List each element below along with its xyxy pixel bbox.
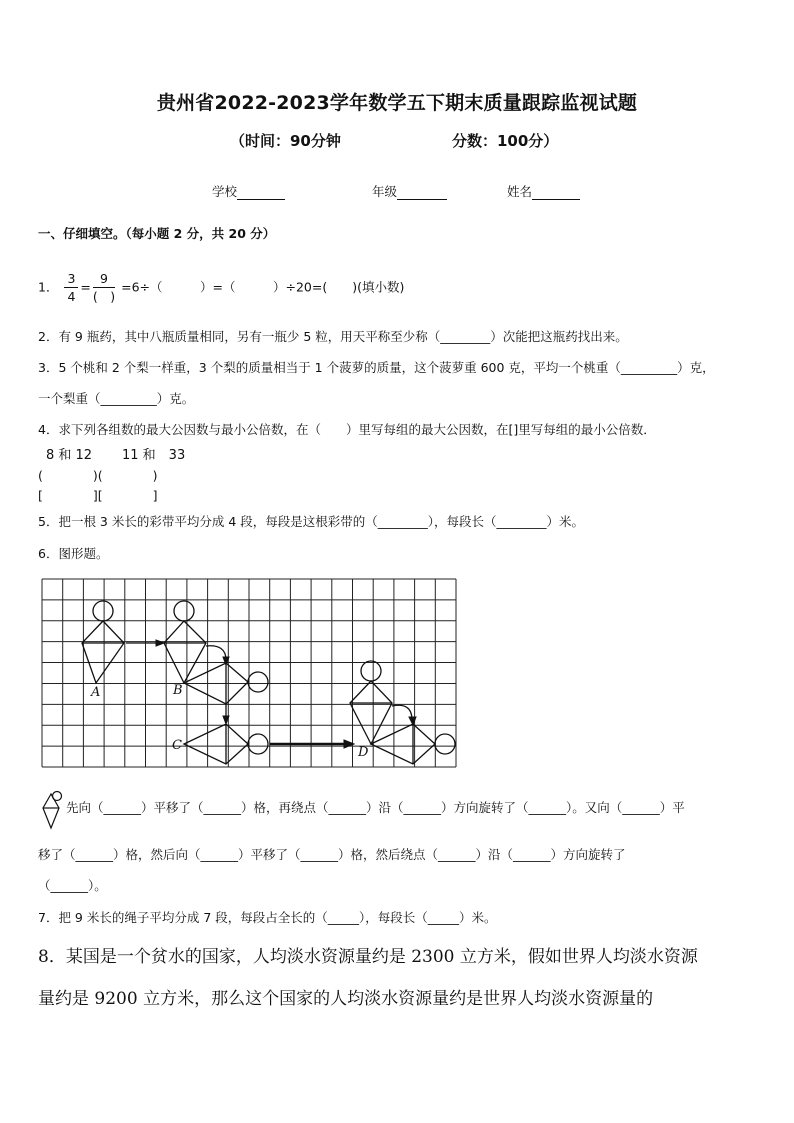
q1-equals: =: [80, 279, 91, 295]
q1-rest: =6÷（ ）=（ ）÷20=( )(填小数): [121, 279, 405, 295]
section-heading: 一、仔细填空。（每小题 2 分，共 20 分）: [38, 226, 276, 241]
shape-c-body: [184, 724, 248, 764]
frac2-denominator[interactable]: ( ): [92, 289, 116, 304]
question-6: 6．图形题。: [38, 546, 109, 561]
question-3-line-1: 3．5 个桃和 2 个梨一样重，3 个梨的质量相当于 1 个菠萝的质量，这个菠萝重 600 克，平均一个桃重（_________）克，: [38, 360, 715, 375]
shape-c-head: [248, 734, 268, 754]
label-d: D: [358, 745, 369, 760]
question-4: 4．求下列各组数的最大公因数与最小公倍数，在（ ）里写每组的最大公因数，在[]里写每组的最小公倍数．: [38, 422, 656, 437]
school-field: [212, 182, 285, 200]
name-blank[interactable]: [532, 187, 580, 200]
shape-a-head: [93, 601, 113, 621]
q1-number: 1．: [38, 279, 59, 295]
frac1-numerator: 3: [64, 270, 78, 288]
grade-label: 年级: [372, 184, 398, 199]
question-8-line-2: 量约是 9200 立方米，那么这个国家的人均淡水资源量约是世界人均淡水资源量的: [38, 989, 654, 1009]
grade-blank[interactable]: [397, 187, 447, 200]
question-6-line-1: 先向（______）平移了（______）格，再绕点（______）沿（______）方向旋转了（______）。又向（______）平: [66, 800, 685, 815]
question-8-line-1: 8．某国是一个贫水的国家，人均淡水资源量约是 2300 立方米，假如世界人均淡水资源: [38, 947, 698, 967]
school-label: 学校: [212, 184, 238, 199]
school-blank[interactable]: [237, 187, 285, 200]
shape-b-body: [164, 621, 206, 683]
page-title: 贵州省2022-2023学年数学五下期末质量跟踪监视试题: [156, 92, 638, 114]
question-3-line-2: 一个梨重（_________）克。: [38, 391, 195, 406]
label-c: C: [172, 738, 182, 753]
q4-group-1: 8 和 12: [46, 448, 93, 463]
shape-b-rotated-head: [248, 672, 268, 692]
label-a: A: [91, 685, 101, 700]
question-6-line-3: （______）。: [38, 878, 107, 893]
transformation-grid-figure: [40, 578, 458, 768]
shape-d-up-head: [361, 661, 381, 681]
exam-score: 分数：100分）: [452, 132, 559, 150]
question-2: 2．有 9 瓶药，其中八瓶质量相同，另有一瓶少 5 粒，用天平称至少称（________）次能把这瓶药找出来。: [38, 329, 628, 344]
question-6-line-2: 移了（______）格，然后向（______）平移了（______）格，然后绕点（______）沿（______）方向旋转了: [38, 847, 626, 862]
shape-b-head: [174, 601, 194, 621]
label-b: B: [173, 683, 183, 698]
shape-a-body: [82, 621, 124, 683]
q4-paren-row[interactable]: ( )( ): [38, 468, 158, 483]
question-1: [38, 270, 404, 305]
frac2-numerator: 9: [93, 270, 115, 288]
frac1-denominator: 4: [67, 289, 76, 304]
q4-group-2: 11 和 33: [122, 448, 186, 463]
question-7: 7．把 9 米长的绳子平均分成 7 段，每段占全长的（_____），每段长（_____）米。: [38, 910, 497, 925]
shape-d-up-body: [350, 681, 392, 744]
exam-time: （时间：90分钟: [230, 132, 341, 150]
question-5: 5．把一根 3 米长的彩带平均分成 4 段，每段是这根彩带的（________），每段长（________）米。: [38, 514, 585, 529]
q4-bracket-row[interactable]: [ ][ ]: [38, 488, 158, 503]
shape-icon: [40, 790, 66, 832]
fraction-3-4: [64, 270, 78, 305]
shape-d-head: [435, 734, 455, 754]
fraction-9-blank: [93, 270, 115, 305]
name-field: [507, 182, 580, 200]
shape-d-body: [371, 724, 435, 764]
name-label: 姓名: [507, 184, 533, 199]
grade-field: [372, 182, 447, 200]
